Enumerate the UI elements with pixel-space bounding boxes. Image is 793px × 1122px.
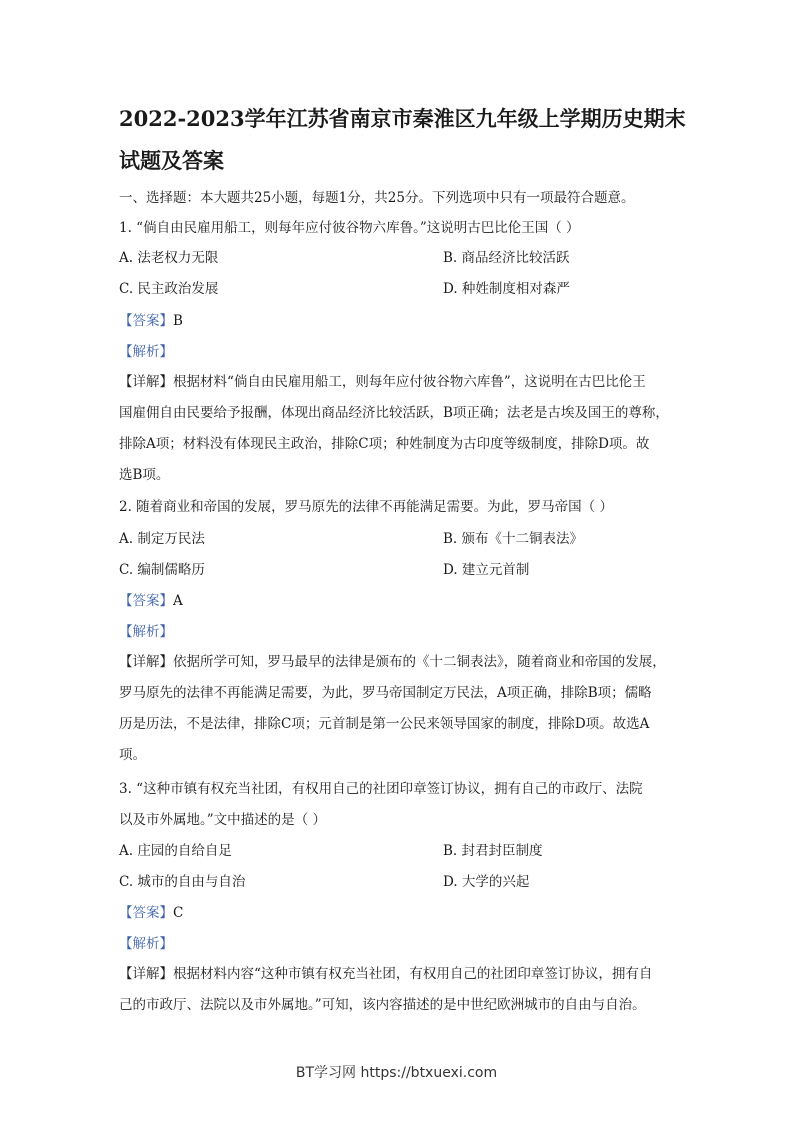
- q3-option-c: C. 城市的自由与自治: [119, 874, 246, 890]
- q1-option-b: B. 商品经济比较活跃: [443, 250, 570, 266]
- title-line-2: 试题及答案: [119, 148, 224, 173]
- detail-tag: 【详解】: [119, 654, 173, 670]
- q1-detail-line-2: 国雇佣自由民要给予报酬，体现出商品经济比较活跃，B项正确；法老是古埃及国王的尊称，: [119, 405, 669, 421]
- q2-detail: [119, 647, 679, 771]
- q1-detail-line-3: 排除A项；材料没有体现民主政治，排除C项；种姓制度为古印度等级制度，排除D项。故: [119, 436, 650, 452]
- question-1-stem: 1. “倘自由民雇用船工，则每年应付彼谷物六库鲁。”这说明古巴比伦王国（ ）: [119, 220, 580, 236]
- q1-detail-line-4: 选B项。: [119, 467, 170, 483]
- q3-detail: [119, 959, 679, 1021]
- q2-option-a: A. 制定万民法: [119, 531, 205, 547]
- q3-detail-line-2: 己的市政厅、法院以及市外属地。”可知，该内容描述的是中世纪欧洲城市的自由与自治。: [119, 997, 646, 1013]
- q1-option-a: A. 法老权力无限: [119, 250, 219, 266]
- q3-option-b: B. 封君封臣制度: [443, 843, 543, 859]
- title-line-1: 2022-2023学年江苏省南京市秦淮区九年级上学期历史期末: [119, 106, 686, 131]
- q2-detail-line-1: 依据所学可知，罗马最早的法律是颁布的《十二铜表法》，随着商业和帝国的发展，: [173, 654, 666, 670]
- q2-answer: [119, 591, 679, 611]
- q1-answer-value: B: [173, 313, 183, 329]
- answer-tag: 【答案】: [119, 593, 173, 609]
- detail-tag: 【详解】: [119, 374, 173, 390]
- q2-detail-line-4: 项。: [119, 747, 146, 763]
- q2-detail-line-3: 历是历法，不是法律，排除C项；元首制是第一公民来领导国家的制度，排除D项。故选A: [119, 716, 650, 732]
- q1-detail-line-1: 根据材料“倘自由民雇用船工，则每年应付彼谷物六库鲁”，这说明在古巴比伦王: [173, 374, 646, 390]
- q1-option-d: D. 种姓制度相对森严: [443, 281, 570, 297]
- q2-answer-value: A: [173, 593, 183, 609]
- q3-answer-value: C: [173, 905, 184, 921]
- question-2-stem: 2. 随着商业和帝国的发展，罗马原先的法律不再能满足需要。为此，罗马帝国（ ）: [119, 499, 613, 515]
- answer-tag: 【答案】: [119, 313, 173, 329]
- q3-option-a: A. 庄园的自给自足: [119, 843, 232, 859]
- q2-option-b: B. 颁布《十二铜表法》: [443, 531, 584, 547]
- q2-option-d: D. 建立元首制: [443, 562, 530, 578]
- q3-analysis-tag: 【解析】: [119, 936, 173, 952]
- answer-tag: 【答案】: [119, 905, 173, 921]
- q1-answer: [119, 311, 679, 331]
- q3-detail-line-1: 根据材料内容“这种市镇有权充当社团，有权用自己的社团印章签订协议，拥有自: [173, 966, 653, 982]
- q2-option-c: C. 编制儒略历: [119, 562, 205, 578]
- q3-answer: [119, 903, 679, 923]
- q1-option-c: C. 民主政治发展: [119, 281, 219, 297]
- page-footer-watermark: BT学习网 https://btxuexi.com: [295, 1065, 498, 1081]
- question-3-stem-line-1: 3. “这种市镇有权充当社团，有权用自己的社团印章签订协议，拥有自己的市政厅、法院: [119, 781, 643, 797]
- q3-option-d: D. 大学的兴起: [443, 874, 530, 890]
- section-intro: 一、选择题：本大题共25小题，每题1分，共25分。下列选项中只有一项最符合题意。: [119, 190, 635, 206]
- q2-analysis-tag: 【解析】: [119, 624, 173, 640]
- q2-detail-line-2: 罗马原先的法律不再能满足需要，为此，罗马帝国制定万民法，A项正确，排除B项；儒略: [119, 685, 652, 701]
- question-3-stem-line-2: 以及市外属地。”文中描述的是（ ）: [119, 812, 326, 828]
- q1-detail: [119, 367, 679, 491]
- q1-analysis-tag: 【解析】: [119, 344, 173, 360]
- document-title: [119, 98, 699, 182]
- detail-tag: 【详解】: [119, 966, 173, 982]
